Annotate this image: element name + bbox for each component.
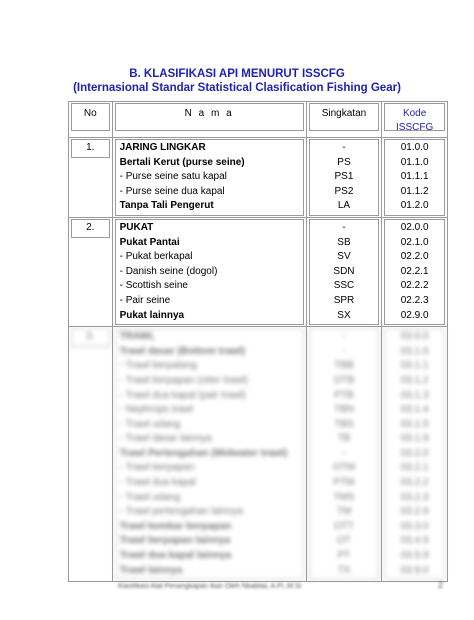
- gear-abbreviation: SB: [337, 236, 351, 248]
- gear-isscfg-code: 03.0.0: [400, 331, 429, 343]
- gear-abbreviation: PS: [337, 156, 351, 168]
- gear-name: - Pair seine: [119, 294, 171, 306]
- gear-abbreviation: PTB: [334, 389, 354, 401]
- group-number: 1.: [86, 142, 95, 153]
- group-no-cell: [71, 328, 110, 347]
- gear-name: - Trawl udang: [119, 491, 181, 503]
- group-kode-cell: [384, 219, 445, 325]
- header-kode: [384, 103, 445, 131]
- gear-abbreviation: SPR: [333, 294, 355, 306]
- gear-isscfg-code: 03.1.0: [400, 345, 429, 357]
- gear-name: - Trawl pertengahan lainnya: [119, 506, 244, 518]
- gear-abbreviation: SSC: [333, 280, 355, 292]
- gear-name: - Trawl udang: [119, 418, 181, 430]
- gear-abbreviation: TBN: [333, 404, 354, 416]
- gear-name: - Pukat berkapal: [119, 251, 193, 263]
- header-kode-line1: Kode: [402, 108, 427, 119]
- gear-name: - Trawl dasar lainnya: [119, 433, 212, 445]
- gear-isscfg-code: 03.2.1: [400, 462, 429, 474]
- gear-name: - Purse seine dua kapal: [119, 185, 225, 197]
- header-nama: N a m a: [115, 103, 304, 131]
- gear-isscfg-code: 01.0.0: [400, 142, 429, 153]
- footer-text: Klasifikasi Alat Penangkapan Ikan Oleh Nbabilai, A.Pi.,M.Si: [118, 583, 302, 590]
- gear-name: Trawl dua kapal lainnya: [119, 550, 232, 562]
- gear-isscfg-code: 02.0.0: [400, 221, 429, 233]
- table-group-row: [69, 138, 448, 218]
- gear-abbreviation: OTM: [332, 462, 356, 474]
- group-singkatan-cell: [309, 139, 380, 216]
- gear-isscfg-code: 02.1.0: [400, 236, 429, 248]
- gear-name: Bertali Kerut (purse seine): [119, 156, 245, 168]
- gear-abbreviation: TB: [337, 433, 351, 445]
- header-no: No: [71, 103, 110, 131]
- document-title: B. KLASIFIKASI API MENURUT ISSCFG: [129, 68, 345, 80]
- gear-isscfg-code: 03.1.3: [400, 389, 429, 401]
- gear-abbreviation: PT: [337, 550, 351, 562]
- gear-abbreviation: PTM: [333, 477, 355, 489]
- gear-name: Trawl kembar berpapan: [119, 520, 232, 532]
- group-no-cell: [71, 219, 110, 238]
- gear-abbreviation: SV: [337, 251, 351, 263]
- gear-name: Pukat lainnya: [119, 309, 185, 321]
- gear-isscfg-code: 01.2.0: [400, 200, 429, 212]
- gear-abbreviation: SX: [337, 309, 351, 321]
- gear-isscfg-code: 03.9.0: [400, 564, 429, 576]
- gear-name: - Scottish seine: [119, 280, 188, 292]
- gear-isscfg-code: 02.2.1: [400, 265, 429, 277]
- gear-name: - Nephrops trawl: [119, 404, 193, 416]
- gear-name: Trawl dasar (Bottom trawl): [119, 345, 246, 357]
- table-header-row: [69, 102, 448, 138]
- gear-isscfg-code: 01.1.0: [400, 156, 429, 168]
- gear-name: PUKAT: [119, 221, 154, 233]
- gear-abbreviation: -: [342, 345, 346, 357]
- gear-isscfg-code: 03.1.4: [400, 404, 429, 416]
- gear-name: Trawl berpapan lainnya: [119, 535, 231, 547]
- group-kode-cell: [384, 139, 445, 216]
- table-group-row: [69, 327, 448, 582]
- gear-isscfg-code: 01.1.2: [400, 185, 429, 197]
- gear-isscfg-code: 01.1.1: [400, 171, 429, 183]
- group-number: 3.: [86, 331, 95, 343]
- gear-abbreviation: -: [342, 221, 346, 233]
- gear-isscfg-code: 03.1.1: [400, 360, 429, 372]
- gear-abbreviation: TM: [336, 506, 352, 518]
- gear-name: Tanpa Tali Pengerut: [119, 200, 214, 212]
- group-name-cell: [115, 139, 304, 216]
- gear-abbreviation: TBS: [334, 418, 354, 430]
- gear-abbreviation: PS1: [334, 171, 354, 183]
- gear-abbreviation: -: [342, 447, 346, 459]
- group-singkatan-cell: [309, 219, 380, 325]
- gear-isscfg-code: 02.2.2: [400, 280, 429, 292]
- gear-name: - Danish seine (dogol): [119, 265, 218, 277]
- gear-isscfg-code: 02.2.3: [400, 294, 429, 306]
- gear-isscfg-code: 03.5.9: [400, 550, 429, 562]
- gear-abbreviation: TX: [337, 564, 351, 576]
- gear-name: - Trawl berpapan: [119, 462, 195, 474]
- gear-abbreviation: -: [342, 142, 346, 153]
- gear-name: - Purse seine satu kapal: [119, 171, 227, 183]
- gear-isscfg-code: 03.3.0: [400, 520, 429, 532]
- group-name-cell: [115, 328, 304, 580]
- gear-abbreviation: TMS: [333, 491, 355, 503]
- gear-name: - Trawl dua kapal (pair trawl): [119, 389, 246, 401]
- gear-abbreviation: TBB: [334, 360, 354, 372]
- group-number: 2.: [86, 221, 95, 233]
- gear-name: Trawl Pertengahan (Midwater trawl): [119, 447, 288, 459]
- group-singkatan-cell: [309, 328, 380, 580]
- gear-abbreviation: SDN: [333, 265, 355, 277]
- page-number: 2: [438, 580, 444, 590]
- gear-isscfg-code: 03.1.2: [400, 374, 429, 386]
- group-no-cell: [71, 139, 110, 158]
- gear-abbreviation: -: [342, 331, 346, 343]
- gear-abbreviation: OT: [337, 535, 351, 547]
- gear-abbreviation: PS2: [334, 185, 354, 197]
- gear-name: - Trawl berpalang: [119, 360, 197, 372]
- header-singkatan: Singkatan: [309, 103, 380, 131]
- gear-abbreviation: OTT: [333, 520, 354, 532]
- gear-isscfg-code: 03.4.9: [400, 535, 429, 547]
- classification-table: [68, 101, 448, 582]
- document-subtitle: (Internasional Standar Statistical Clasification Fishing Gear): [73, 82, 401, 94]
- header-kode-line2: ISSCFG: [396, 122, 434, 133]
- gear-isscfg-code: 03.2.9: [400, 506, 429, 518]
- gear-isscfg-code: 03.2.3: [400, 491, 429, 503]
- gear-name: TRAWL: [119, 331, 156, 343]
- gear-abbreviation: LA: [337, 200, 351, 212]
- gear-name: Pukat Pantai: [119, 236, 180, 248]
- gear-isscfg-code: 03.1.5: [400, 418, 429, 430]
- gear-name: JARING LINGKAR: [119, 142, 206, 153]
- table-group-row: [69, 217, 448, 326]
- gear-abbreviation: OTB: [333, 374, 355, 386]
- gear-isscfg-code: 02.2.0: [400, 251, 429, 263]
- gear-name: Trawl lainnya: [119, 564, 183, 576]
- gear-isscfg-code: 03.2.0: [400, 447, 429, 459]
- gear-isscfg-code: 03.1.9: [400, 433, 429, 445]
- gear-name: - Trawl berpapan (otter trawl): [119, 374, 248, 386]
- gear-isscfg-code: 02.9.0: [400, 309, 429, 321]
- gear-isscfg-code: 03.2.2: [400, 477, 429, 489]
- gear-name: - Trawl dua kapal: [119, 477, 196, 489]
- group-kode-cell: [384, 328, 445, 580]
- group-name-cell: [115, 219, 304, 325]
